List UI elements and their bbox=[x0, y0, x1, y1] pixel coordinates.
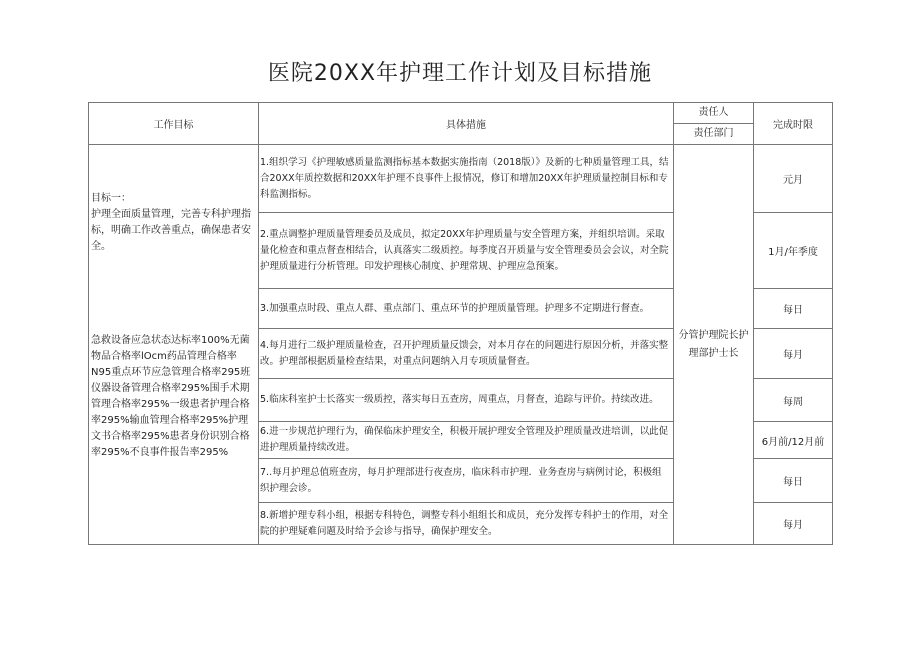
header-responsible bbox=[674, 103, 754, 145]
measure-cell: 4.每月进行二级护理质量检查，召开护理质量反馈会，对本月存在的问题进行原因分析，并落实整改。护理部根据质量检查结果，对重点问题纳入月专项质量督查。 bbox=[259, 329, 674, 379]
goal-text: 护理全面质量管理，完善专科护理指标，明确工作改善重点，确保患者安全。 bbox=[91, 209, 251, 252]
header-dept: 责任部门 bbox=[693, 128, 734, 139]
responsible-cell: 分管护理院长护理部护士长 bbox=[674, 145, 754, 545]
goal-label: 目标一： bbox=[91, 193, 131, 204]
measure-cell: 7..每月护理总值班查房，每月护理部进行夜查房，临床科市护理．业务查房与病例讨论，积极组织护理会诊。 bbox=[259, 459, 674, 503]
goal-cell bbox=[89, 145, 259, 545]
measure-cell: 8.新增护理专科小组，根据专科特色，调整专科小组组长和成员，充分发挥专科护士的作用，对全院的护理疑难问题及时给予会诊与指导，确保护理安全。 bbox=[259, 503, 674, 545]
deadline-cell: 每月 bbox=[754, 329, 833, 379]
header-measures: 具体措施 bbox=[259, 103, 674, 145]
plan-table bbox=[88, 102, 833, 545]
measure-cell: 5.临床科室护士长落实一级质控，落实每日五查房，周重点，月督查，追踪与评价。持续改进。 bbox=[259, 379, 674, 422]
measure-cell: 1.组织学习《护理敏感质量监测指标基本数据实施指南（2018版）》及新的七种质量管理工具，结合20XX年质控数据和20XX年护理不良事件上报情况，修订和增加20XX年护理质量控制目标和专科监测指标。 bbox=[259, 145, 674, 213]
deadline-cell: 元月 bbox=[754, 145, 833, 213]
measure-cell: 6.进一步规范护理行为，确保临床护理安全，积极开展护理安全管理及护理质量改进培训，以此促进护理质量持续改进。 bbox=[259, 422, 674, 459]
measure-cell: 2.重点调整护理质量管理委员及成员，拟定20XX年护理质量与安全管理方案，并组织培训。采取量化检查和重点督查相结合，认真落实二级质控。每季度召开质量与安全管理委员会会议，对全院护理质量进行分析管理。印发护理核心制度、护理常规、护理应急预案。 bbox=[259, 213, 674, 289]
header-person: 责任人 bbox=[674, 103, 753, 124]
deadline-cell: 每月 bbox=[754, 503, 833, 545]
deadline-cell: 每周 bbox=[754, 379, 833, 422]
deadline-cell: 每日 bbox=[754, 289, 833, 329]
header-row bbox=[89, 103, 833, 145]
page-title: 医院20XX年护理工作计划及目标措施 bbox=[267, 61, 653, 86]
goal-indicators: 急救设备应急状态达标率100%无菌物品合格率lOcm药品管理合格率N95重点环节应急管理合格率295班仪器设备管理合格率295%围手术期管理合格率295%一级患者护理合格率295%输血管理合格率295%护理文书合格率295%患者身份识别合格率295%不良事件报告率295% bbox=[91, 335, 251, 458]
deadline-cell: 1月/年季度 bbox=[754, 213, 833, 289]
deadline-cell: 每日 bbox=[754, 459, 833, 503]
deadline-cell: 6月前/12月前 bbox=[754, 422, 833, 459]
table-row bbox=[89, 145, 833, 213]
header-goal: 工作目标 bbox=[89, 103, 259, 145]
header-deadline: 完成时限 bbox=[754, 103, 833, 145]
measure-cell: 3.加强重点时段、重点人群、重点部门、重点环节的护理质量管理。护理多不定期进行督查。 bbox=[259, 289, 674, 329]
